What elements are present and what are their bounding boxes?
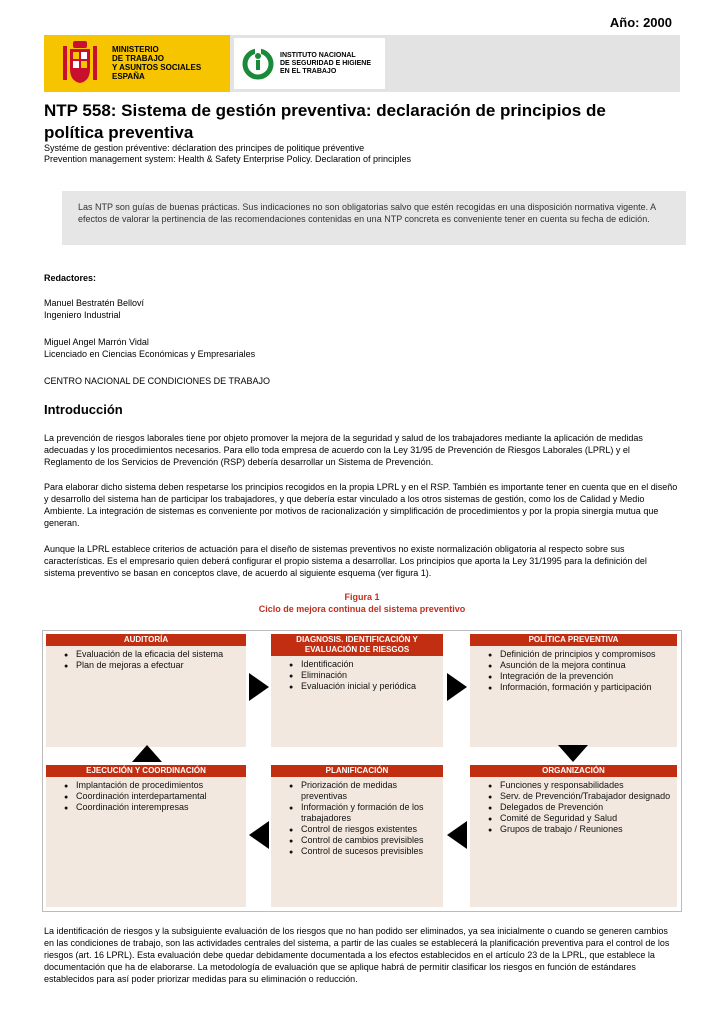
author-1-name: Manuel Bestratén Belloví [44, 298, 145, 308]
subtitle-french: Systéme de gestion préventive: déclaration des principes de politique préventive [44, 143, 365, 153]
box-auditoria-title: AUDITORÍA [46, 634, 246, 646]
list-item: ● Integración de la prevención [488, 671, 677, 682]
arrow-right-icon [447, 673, 467, 701]
intro-paragraph-3: Aunque la LPRL establece criterios de actuación para el diseño de sistemas preventivos no existe normalización obligatoria al respecto sobre sus características. Es el empresario quien deberá configurar el propio sistema a desarrollar. Los principios que aporta la Ley 31/1995 para la definición del sistema preventivo se basan en conceptos clave, de acuerdo al siguiente esquema (ver figura 1). [44, 544, 647, 578]
section-heading-introduccion: Introducción [44, 402, 123, 417]
list-item: ● Control de cambios previsibles [289, 835, 443, 846]
institute-logo-text: INSTITUTO NACIONAL DE SEGURIDAD E HIGIENE EN EL TRABAJO [280, 52, 372, 75]
list-item: ● Asunción de la mejora continua [488, 660, 677, 671]
box-politica-title: POLÍTICA PREVENTIVA [470, 634, 677, 646]
list-item: ● Comité de Seguridad y Salud [488, 813, 677, 824]
list-item: ● Evaluación de la eficacia del sistema [64, 649, 246, 660]
list-item: ● Control de sucesos previsibles [289, 846, 443, 857]
ministry-logo [44, 35, 230, 92]
document-title: NTP 558: Sistema de gestión preventiva: declaración de principios de política preventiva [44, 101, 606, 142]
arrow-left-icon [447, 821, 467, 849]
subtitle-english: Prevention management system: Health & Safety Enterprise Policy. Declaration of principles [44, 154, 412, 164]
ministry-logo-text: MINISTERIO DE TRABAJO Y ASUNTOS SOCIALES ESPAÑA [112, 45, 202, 81]
box-planificacion [271, 765, 443, 907]
box-organizacion-title: ORGANIZACIÓN [470, 765, 677, 777]
institute-logo [234, 38, 385, 89]
box-ejecucion-title: EJECUCIÓN Y COORDINACIÓN [46, 765, 246, 777]
list-item: ● Información, formación y participación [488, 682, 677, 693]
list-item: ● Plan de mejoras a efectuar [64, 660, 246, 671]
box-auditoria [46, 634, 246, 747]
box-planificacion-title: PLANIFICACIÓN [271, 765, 443, 777]
list-item: ● Información y formación de los trabajadores [289, 802, 443, 824]
authors-heading: Redactores: [44, 273, 97, 283]
box-organizacion [470, 765, 677, 907]
author-1-role: Ingeniero Industrial [44, 310, 121, 320]
arrow-right-icon [249, 673, 269, 701]
intro-paragraph-2: Para elaborar dicho sistema deben respetarse los principios recogidos en la propia LPRL y en el RSP. También es importante tener en cuenta que en el diseño y desarrollo del sistema han de participar los trabajadores, y que debería estar vinculado a los otros sistemas de gestión, como los de Calidad y Medio Ambiente. La integración de sistemas es conveniente por motivos de racionalización y simplificación de procedimientos y por la propia sinergia mutua que generan. [44, 482, 678, 528]
coat-of-arms-icon [60, 40, 100, 87]
list-item: ● Definición de principios y compromisos [488, 649, 677, 660]
author-center: CENTRO NACIONAL DE CONDICIONES DE TRABAJO [44, 376, 271, 386]
box-politica-preventiva [470, 634, 677, 747]
list-item: ● Control de riesgos existentes [289, 824, 443, 835]
author-2-name: Miguel Angel Marrón Vidal [44, 337, 149, 347]
figure-caption: Ciclo de mejora continua del sistema preventivo [258, 604, 466, 614]
notice-box [62, 191, 686, 245]
year-label: Año: 2000 [609, 15, 672, 30]
arrow-up-icon [132, 745, 162, 762]
box-ejecucion-coordinacion [46, 765, 246, 907]
list-item: ● Delegados de Prevención [488, 802, 677, 813]
list-item: ● Grupos de trabajo / Reuniones [488, 824, 677, 835]
figure-label: Figura 1 [344, 592, 380, 602]
list-item: ● Identificación [289, 659, 443, 670]
list-item: ● Evaluación inicial y periódica [289, 681, 443, 692]
list-item: ● Eliminación [289, 670, 443, 681]
intro-paragraph-1: La prevención de riesgos laborales tiene por objeto promover la mejora de la seguridad y salud de los trabajadores mediante la aplicación de medidas adecuadas y los procedimientos necesarios. Para ello toda empresa de acuerdo con la Ley 31/95 de Prevención de Riesgos Laborales (LPRL) y el Reglamento de los Servicios de Prevención (RSP) debería desarrollar un Sistema de Prevención. [44, 433, 643, 467]
list-item: ● Implantación de procedimientos [64, 780, 246, 791]
author-2-role: Licenciado en Ciencias Económicas y Empresariales [44, 349, 256, 359]
arrow-down-icon [558, 745, 588, 762]
list-item: ● Funciones y responsabilidades [488, 780, 677, 791]
list-item: ● Coordinación interdepartamental [64, 791, 246, 802]
list-item: ● Priorización de medidas preventivas [289, 780, 443, 802]
intro-paragraph-4: La identificación de riesgos y la subsiguiente evaluación de los riesgos que no han podido ser eliminados, ya sea inicialmente o cuando se generen cambios en las condiciones de trabajo, son las actividades centrales del sistema, a partir de las cuales se establecerá la planificación preventiva para el control de los riesgos (art. 16 LPRL). Esta evaluación debe quedar debidamente documentada a los efectos establecidos en el artículo 23 de la LPRL, que establece la documentación que ha de elaborarse. La metodología de evaluación que se aplique habrá de permitir clasificar los riesgos en función de estándares establecidos para así poder priorizar medidas para su eliminación o reducción. [44, 926, 670, 984]
box-diagnosis [271, 634, 443, 747]
logo-banner [44, 35, 680, 92]
insht-emblem-icon [242, 48, 274, 80]
box-diagnosis-title: DIAGNOSIS. IDENTIFICACIÓN Y EVALUACIÓN DE RIESGOS [271, 634, 443, 656]
figure-1-diagram [42, 630, 682, 912]
notice-text: Las NTP son guías de buenas prácticas. Sus indicaciones no son obligatorias salvo que estén recogidas en una disposición normativa vigente. A efectos de valorar la pertinencia de las recomendaciones contenidas en una NTP concreta es conveniente tener en cuenta su fecha de edición. [78, 202, 656, 224]
arrow-left-icon [249, 821, 269, 849]
list-item: ● Coordinación interempresas [64, 802, 246, 813]
list-item: ● Serv. de Prevención/Trabajador designado [488, 791, 677, 802]
